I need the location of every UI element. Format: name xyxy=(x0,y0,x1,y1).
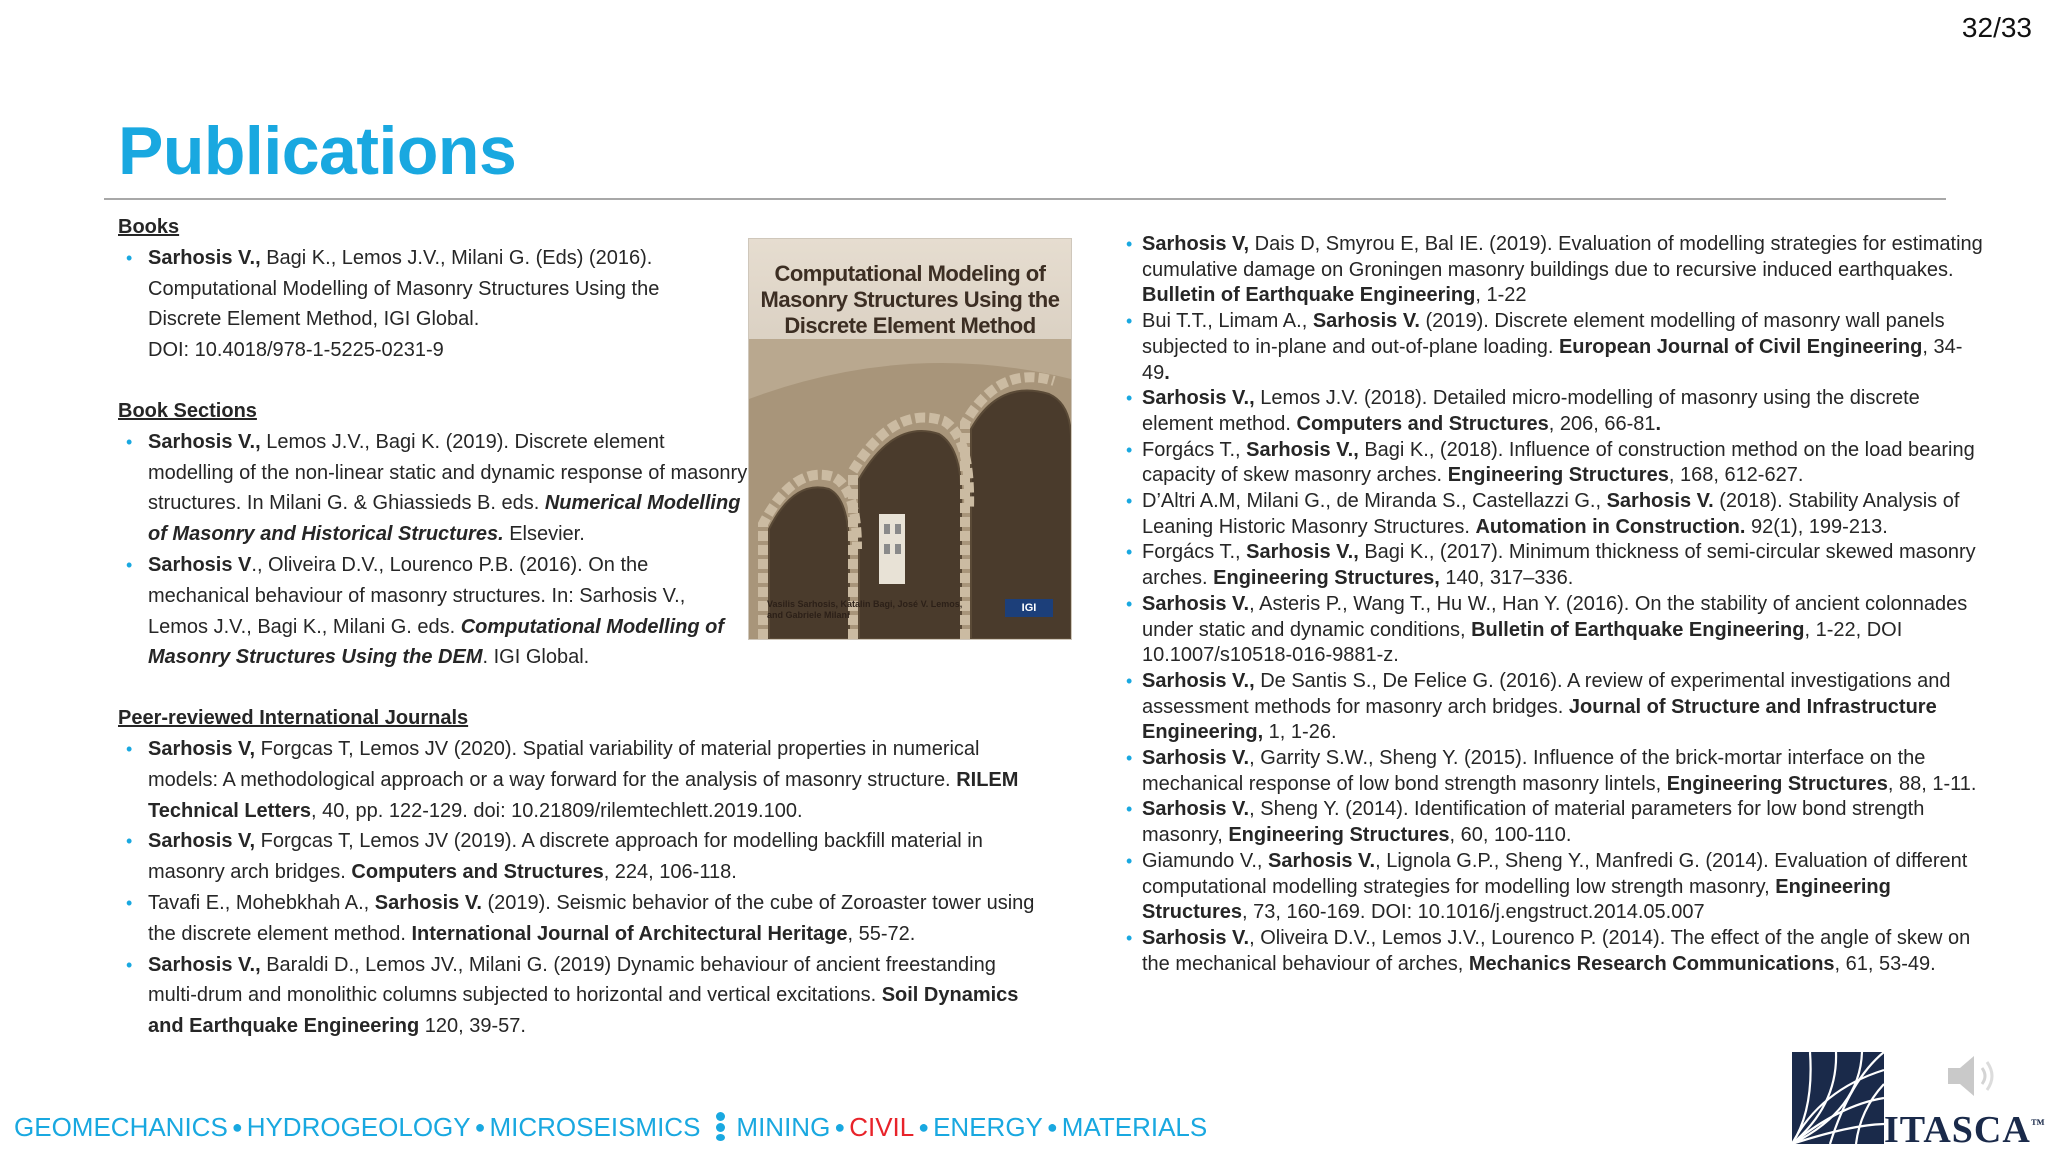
speaker-icon[interactable] xyxy=(1942,1048,2002,1104)
citation-text: Lemos J.V. (2018). Detailed micro-modelling of masonry using the discrete element method. xyxy=(1142,387,1920,435)
citation-emphasis: Sarhosis V. xyxy=(374,891,482,914)
citation-text: , Oliveira D.V., Lemos J.V., Lourenco P. (2014). The effect of the angle of skew on the mechanical behaviour of arches, xyxy=(1142,926,1971,975)
journal-citation xyxy=(148,892,1034,945)
title-divider xyxy=(104,198,1946,200)
citation-emphasis: Sarhosis V. xyxy=(1142,798,1250,821)
citation-emphasis: Sarhosis V, xyxy=(148,737,256,760)
journal-item xyxy=(1110,592,1990,669)
itasca-logo xyxy=(1790,1048,2046,1152)
citation-emphasis: Computers and Structures xyxy=(1296,412,1549,435)
book-cover-title: Computational Modeling of Masonry Structures Using the Discrete Element Method xyxy=(760,261,1060,338)
citation-emphasis: Sarhosis V., xyxy=(1142,669,1255,692)
bullet-icon: • xyxy=(126,738,133,759)
bullet-icon: • xyxy=(126,954,133,975)
citation-text: , 224, 106-118. xyxy=(603,861,737,884)
journal-citation xyxy=(1142,927,1970,975)
citation-text: . IGI Global. xyxy=(482,646,590,669)
journal-item xyxy=(118,734,1038,826)
book-section-citation xyxy=(148,431,747,545)
bullet-icon: • xyxy=(1126,850,1133,871)
journal-citation xyxy=(148,830,983,883)
citation-text: , 73, 160-169. DOI: 10.1016/j.engstruct.2014.05.007 xyxy=(1242,901,1705,924)
citation-emphasis: Sarhosis V., xyxy=(1246,438,1359,461)
citation-emphasis: Engineering Structures, xyxy=(1213,567,1440,590)
bullet-icon: • xyxy=(1126,388,1133,409)
itasca-mesh-icon xyxy=(1790,1050,1886,1146)
citation-text: , Garrity S.W., Sheng Y. (2015). Influence of the brick-mortar interface on the mechanical response of low bond strength masonry lintels, xyxy=(1142,747,1926,795)
citation-emphasis: Engineering Structures xyxy=(1447,464,1669,487)
citation-text: Lemos J.V., Bagi K. (2019). Discrete element modelling of the non-linear static and dynamic response of masonry structures. In Milani G. & Ghiassieds B. eds. xyxy=(148,430,748,515)
journal-citation xyxy=(1142,850,1967,923)
journal-item xyxy=(1110,540,1990,591)
citation-text: , 60, 100-110. xyxy=(1449,824,1572,847)
journals-list xyxy=(118,734,1038,1042)
bullet-icon: • xyxy=(126,431,133,452)
journal-citation xyxy=(148,954,1018,1038)
bullet-icon: • xyxy=(1126,670,1133,691)
citation-text: Bagi K., (2018). Influence of construction method on the load bearing capacity of skew masonry arches. xyxy=(1142,438,1975,487)
bullet-icon: • xyxy=(126,247,133,268)
citation-text: 120, 39-57. xyxy=(419,1015,526,1038)
citation-text: De Santis S., De Felice G. (2016). A review of experimental investigations and assessment methods for masonry arch bridges. xyxy=(1142,669,1951,718)
citation-text: (2018). Stability Analysis of Leaning Historic Masonry Structures. xyxy=(1142,490,1960,538)
citation-text: Forgács T., xyxy=(1142,541,1247,564)
citation-emphasis: Computers and Structures xyxy=(351,861,604,884)
book-section-item xyxy=(118,550,748,673)
citation-emphasis: Sarhosis V., xyxy=(148,246,261,269)
page-number: 32/33 xyxy=(1961,12,2032,43)
footer-item: HYDROGEOLOGY xyxy=(246,1112,471,1142)
citation-emphasis: Computational Modelling of Masonry Structures Using the DEM xyxy=(148,615,725,669)
vertical-dots-icon xyxy=(714,1112,724,1140)
book-section-item xyxy=(118,427,748,550)
footer-item: MINING xyxy=(736,1112,831,1142)
book-item xyxy=(118,243,738,366)
journal-item xyxy=(1110,926,1990,977)
journal-citation xyxy=(1142,233,1983,306)
journal-item xyxy=(1110,438,1990,489)
journal-item xyxy=(1110,849,1990,926)
bullet-icon: • xyxy=(1126,927,1133,948)
journal-item xyxy=(118,888,1038,950)
citation-text: Elsevier. xyxy=(503,523,585,546)
book-citation xyxy=(148,247,659,331)
bullet-icon: • xyxy=(126,831,133,852)
book-sections-heading: Book Sections xyxy=(118,399,257,422)
citation-emphasis: Engineering Structures xyxy=(1142,875,1891,924)
bullet-icon: • xyxy=(1126,491,1133,512)
citation-text: , Sheng Y. (2014). Identification of material parameters for low bond strength masonry, xyxy=(1142,798,1925,847)
citation-emphasis: . xyxy=(1655,412,1662,435)
book-section-citation xyxy=(148,554,724,668)
journals-heading: Peer-reviewed International Journals xyxy=(118,707,469,730)
citation-text: Bui T.T., Limam A., xyxy=(1142,310,1313,333)
citation-text: Bagi K., (2017). Minimum thickness of semi-circular skewed masonry arches. xyxy=(1142,541,1976,590)
journal-citation xyxy=(1142,387,1920,435)
journal-item xyxy=(1110,386,1990,437)
citation-emphasis: Automation in Construction. xyxy=(1475,515,1746,538)
citation-emphasis: . xyxy=(1164,361,1170,384)
footer-item: MATERIALS xyxy=(1061,1112,1208,1142)
book-cover-authors: Vasilis Sarhosis, Katalin Bagi, José V. Lemos, and Gabriele Milani xyxy=(767,599,963,620)
journal-item xyxy=(1110,797,1990,848)
footer-item: ENERGY xyxy=(933,1112,1043,1142)
citation-emphasis: International Journal of Architectural Heritage xyxy=(411,922,848,945)
journals-list-continued xyxy=(1110,232,1990,977)
dot-separator-icon: ● xyxy=(834,1117,846,1137)
citation-emphasis: Bulletin of Earthquake Engineering xyxy=(1471,618,1805,641)
citation-emphasis: Journal of Structure and Infrastructure Engineering, xyxy=(1142,695,1937,744)
citation-text: Forgács T., xyxy=(1142,438,1247,461)
citation-emphasis: Sarhosis V. xyxy=(1142,592,1250,615)
footer-item: GEOMECHANICS xyxy=(14,1112,228,1142)
arches-illustration xyxy=(749,339,1071,639)
citation-emphasis: Sarhosis V., xyxy=(148,953,261,976)
citation-text: ., Oliveira D.V., Lourenco P.B. (2016). On the mechanical behaviour of masonry structures. In: Sarhosis V., Lemos J.V., Bagi K., Milani G. eds. xyxy=(148,553,686,638)
dot-separator-icon: ● xyxy=(918,1117,930,1137)
citation-text: , 206, 66-81 xyxy=(1548,412,1656,435)
footer-disciplines xyxy=(14,1112,1207,1143)
citation-emphasis: Sarhosis V. xyxy=(1142,926,1250,949)
citation-text: (2019). Seismic behavior of the cube of Zoroaster tower using the discrete element method. xyxy=(148,891,1035,945)
citation-emphasis: Soil Dynamics and Earthquake Engineering xyxy=(148,984,1019,1038)
journal-citation xyxy=(1142,439,1975,487)
journal-citation xyxy=(1142,670,1951,743)
journal-citation xyxy=(1142,310,1962,383)
book-sections-list xyxy=(118,427,748,673)
journal-citation xyxy=(1142,593,1967,666)
citation-text: 140, 317–336. xyxy=(1439,567,1574,590)
journal-item xyxy=(1110,746,1990,797)
citation-text: 92(1), 199-213. xyxy=(1745,515,1888,538)
citation-emphasis: Sarhosis V., xyxy=(1142,387,1255,410)
citation-text: , Asteris P., Wang T., Hu W., Han Y. (2016). On the stability of ancient colonnades under static and dynamic conditions, xyxy=(1142,592,1968,641)
right-column xyxy=(1110,232,1990,977)
citation-emphasis: Sarhosis V. xyxy=(1268,849,1376,872)
citation-emphasis: Numerical Modelling of Masonry and Historical Structures. xyxy=(148,492,741,546)
journal-citation xyxy=(1142,798,1924,846)
citation-text: , 88, 1-11. xyxy=(1887,772,1977,795)
journal-item xyxy=(1110,309,1990,386)
citation-emphasis: Sarhosis V. xyxy=(1606,490,1714,513)
bullet-icon: • xyxy=(1126,234,1133,254)
citation-text: , 168, 612-627. xyxy=(1668,464,1804,487)
journal-citation xyxy=(1142,541,1976,589)
bullet-icon: • xyxy=(126,892,133,913)
citation-emphasis: Engineering Structures xyxy=(1228,824,1450,847)
books-heading: Books xyxy=(118,216,180,238)
footer-item-civil: CIVIL xyxy=(849,1112,915,1142)
bullet-icon: • xyxy=(1126,748,1133,769)
page-title: Publications xyxy=(118,113,517,189)
book-cover-image xyxy=(748,238,1072,640)
citation-text: Giamundo V., xyxy=(1142,849,1269,872)
citation-text: Tavafi E., Mohebkhah A., xyxy=(148,891,375,914)
dot-separator-icon: ● xyxy=(231,1117,243,1137)
citation-text: , 1-22 xyxy=(1475,284,1527,307)
bullet-icon: • xyxy=(1126,542,1133,563)
citation-text: Baraldi D., Lemos JV., Milani G. (2019) Dynamic behaviour of ancient freestanding multi-drum and monolithic columns subjected to horizontal and vertical excitations. xyxy=(148,953,996,1007)
citation-emphasis: Sarhosis V., xyxy=(1246,541,1359,564)
citation-emphasis: Sarhosis V. xyxy=(1312,310,1420,333)
citation-text: 1, 1-26. xyxy=(1263,721,1337,744)
citation-text: , 40, pp. 122-129. doi: 10.21809/rilemtechlett.2019.100. xyxy=(311,799,803,822)
bullet-icon: • xyxy=(1126,439,1133,460)
citation-text: , 55-72. xyxy=(847,922,916,945)
journal-item xyxy=(1110,669,1990,746)
dot-separator-icon: ● xyxy=(1046,1117,1058,1137)
citation-emphasis: Mechanics Research Communications xyxy=(1468,952,1835,975)
journal-citation xyxy=(1142,747,1976,795)
bullet-icon: • xyxy=(126,554,133,575)
citation-text: , 1-22, DOI 10.1007/s10518-016-9881-z. xyxy=(1142,618,1903,667)
journal-citation xyxy=(1142,490,1959,538)
book-doi: DOI: 10.4018/978-1-5225-0231-9 xyxy=(148,339,444,362)
footer-item: MICROSEISMICS xyxy=(489,1112,701,1142)
dot-separator-icon: ● xyxy=(474,1117,486,1137)
bullet-icon: • xyxy=(1126,799,1133,820)
citation-emphasis: Sarhosis V. xyxy=(1142,747,1250,770)
journal-item xyxy=(1110,489,1990,540)
citation-text: Forgcas T, Lemos JV (2019). A discrete approach for modelling backfill material in masonry arch bridges. xyxy=(148,830,983,884)
citation-text: , Lignola G.P., Sheng Y., Manfredi G. (2014). Evaluation of different computational modelling strategies for modelling low strength masonry, xyxy=(1142,849,1968,898)
citation-text: , 61, 53-49. xyxy=(1834,952,1936,975)
bullet-icon: • xyxy=(1126,593,1133,614)
citation-emphasis: Sarhosis V, xyxy=(1142,233,1250,255)
journal-item xyxy=(1110,232,1990,309)
journal-item xyxy=(118,826,1038,888)
citation-emphasis: Bulletin of Earthquake Engineering xyxy=(1142,284,1476,307)
itasca-wordmark: ITASCA™ xyxy=(1884,1109,2046,1151)
citation-emphasis: Sarhosis V xyxy=(148,553,252,576)
citation-text: Forgcas T, Lemos JV (2020). Spatial variability of material properties in numerical models: A methodological approach or a way forward for the analysis of masonry structure. xyxy=(148,737,980,791)
journal-citation xyxy=(148,738,1018,822)
igi-logo: IGI xyxy=(1005,599,1053,617)
citation-emphasis: European Journal of Civil Engineering xyxy=(1558,335,1923,358)
citation-emphasis: RILEM Technical Letters xyxy=(148,768,1019,822)
citation-text: Dais D, Smyrou E, Bal IE. (2019). Evaluation of modelling strategies for estimating cumulative damage on Groningen masonry buildings due to recursive induced earthquakes. xyxy=(1142,233,1983,281)
citation-emphasis: Sarhosis V., xyxy=(148,430,261,453)
citation-text: Bagi K., Lemos J.V., Milani G. (Eds) (2016). Computational Modelling of Masonry Structures Using the Discrete Element Method, IGI Global. xyxy=(148,246,660,331)
bullet-icon: • xyxy=(1126,311,1133,332)
citation-text: (2019). Discrete element modelling of masonry wall panels subjected to in-plane and out-of-plane loading. xyxy=(1142,310,1945,358)
citation-text: , 34-49 xyxy=(1142,335,1963,384)
citation-emphasis: Sarhosis V, xyxy=(148,830,256,853)
journal-item xyxy=(118,950,1038,1042)
citation-text: D’Altri A.M, Milani G., de Miranda S., Castellazzi G., xyxy=(1142,490,1607,513)
citation-emphasis: Engineering Structures xyxy=(1666,772,1888,795)
